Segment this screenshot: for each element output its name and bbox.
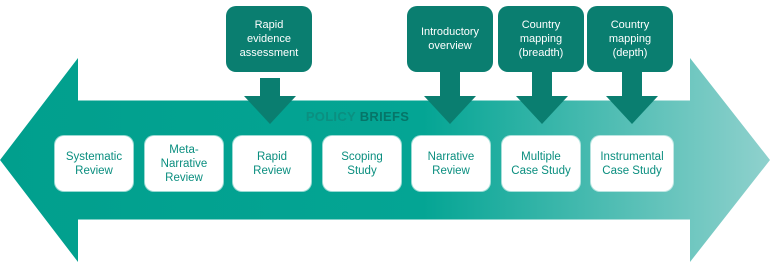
method-box-narrative-review [412,136,490,191]
method-box-instrumental-case-study [591,136,673,191]
method-box-multiple-case-study [502,136,580,191]
callout-country-mapping-depth [587,6,673,72]
method-label-line: Case Study [602,164,662,177]
method-label-line: Multiple [521,150,561,163]
callout-line: mapping [519,33,563,45]
callout-country-mapping-breadth [498,6,584,72]
callout-line: mapping [608,33,652,45]
method-label-line: Review [253,164,291,177]
method-label-line: Instrumental [600,150,664,163]
method-box-systematic-review [55,136,133,191]
callout-line: evidence [246,33,292,45]
method-box-scoping-study [323,136,401,191]
policy-briefs-word1: POLICY [305,109,356,124]
callout-line: Introductory [420,26,480,38]
method-box-rapid-review [233,136,311,191]
method-label-line: Systematic [65,150,123,163]
method-label-line: Case Study [511,164,571,177]
callout-rapid-evidence-assessment [226,6,312,72]
method-label-line: Narrative [160,157,208,170]
method-label-line: Meta- [169,143,199,156]
method-label-line: Review [432,164,470,177]
method-label-line: Rapid [256,150,288,163]
method-box-meta-narrative-review [145,136,223,191]
callout-line: Rapid [254,19,284,31]
callout-line: (breadth) [518,47,564,59]
callout-line: (depth) [612,47,648,59]
method-label-line: Study [347,164,377,177]
callout-line: overview [428,40,472,52]
policy-briefs-word2: BRIEFS [359,109,410,124]
method-label-line: Review [165,171,203,184]
callout-line: Country [521,19,561,31]
method-label-line: Scoping [341,150,383,163]
policy-briefs-label [250,107,465,127]
method-label-line: Review [75,164,113,177]
callout-introductory-overview [407,6,493,72]
callout-line: Country [610,19,650,31]
method-label-line: Narrative [427,150,475,163]
callout-line: assessment [239,47,299,59]
